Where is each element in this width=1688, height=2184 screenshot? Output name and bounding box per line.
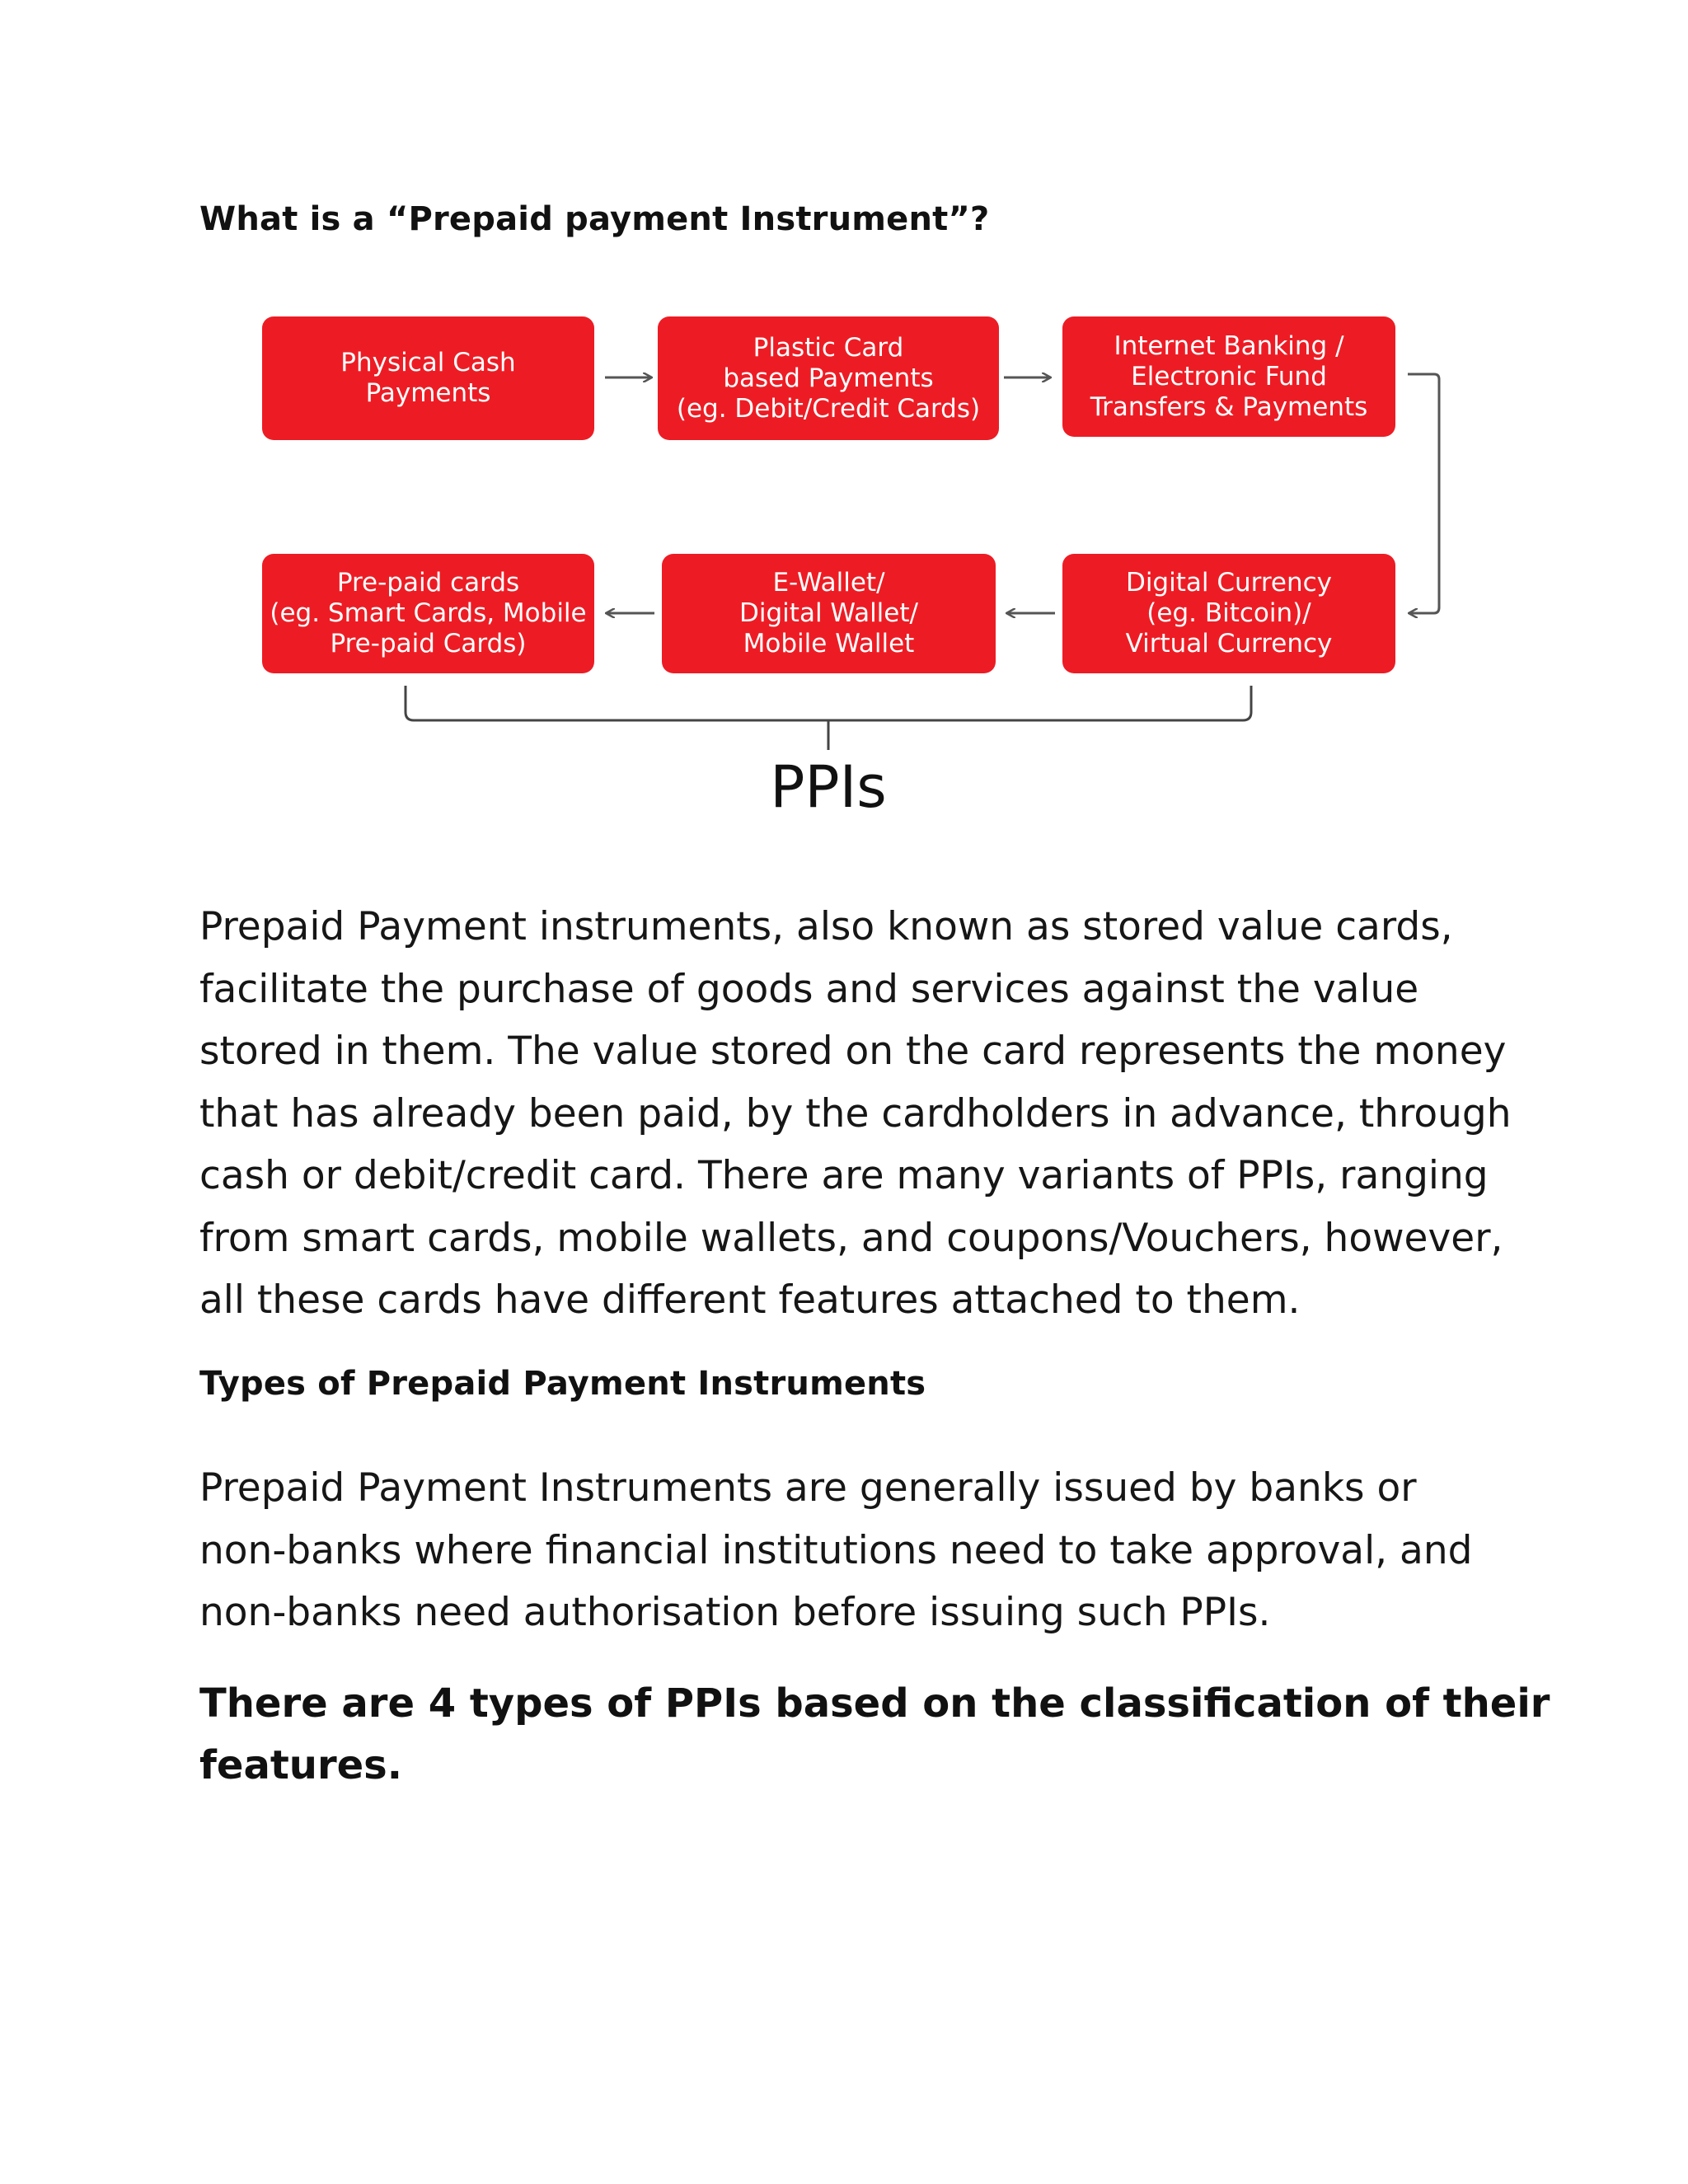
paragraph-line: all these cards have different features attached to them. — [199, 1277, 1301, 1323]
statement-line: There are 4 types of PPIs based on the classification of their — [199, 1680, 1550, 1727]
paragraph-line: facilitate the purchase of goods and services against the value — [199, 966, 1419, 1012]
paragraph-line: Prepaid Payment Instruments are generally issued by banks or — [199, 1465, 1417, 1511]
box-plastic-card: Plastic Card based Payments (eg. Debit/Credit Cards) — [658, 316, 999, 440]
paragraph-line: non-banks where financial institutions need to take approval, and — [199, 1527, 1473, 1573]
ppi-flow-diagram — [247, 305, 1451, 832]
box-e-wallet: E-Wallet/ Digital Wallet/ Mobile Wallet — [662, 554, 996, 673]
paragraph-line: that has already been paid, by the cardholders in advance, through — [199, 1090, 1512, 1137]
statement-line: features. — [199, 1742, 402, 1788]
intro-paragraph — [199, 896, 1518, 1332]
box-prepaid-cards: Pre-paid cards (eg. Smart Cards, Mobile Pre-paid Cards) — [262, 554, 594, 673]
arrow-banking-to-digital — [1408, 374, 1439, 613]
page-title: What is a “Prepaid payment Instrument”? — [199, 200, 990, 238]
box-digital-currency: Digital Currency (eg. Bitcoin)/ Virtual Currency — [1062, 554, 1395, 673]
box-internet-banking: Internet Banking / Electronic Fund Transfers & Payments — [1062, 316, 1395, 437]
types-count-statement — [199, 1673, 1550, 1797]
types-heading: Types of Prepaid Payment Instruments — [199, 1365, 926, 1403]
paragraph-line: non-banks need authorisation before issuing such PPIs. — [199, 1590, 1271, 1635]
ppi-bracket — [406, 686, 1251, 720]
paragraph-line: stored in them. The value stored on the card represents the money — [199, 1029, 1507, 1074]
box-physical-cash: Physical Cash Payments — [262, 316, 594, 440]
paragraph-line: cash or debit/credit card. There are many variants of PPIs, ranging — [199, 1153, 1489, 1198]
paragraph-line: from smart cards, mobile wallets, and coupons/Vouchers, however, — [199, 1215, 1503, 1261]
ppis-label: PPIs — [770, 753, 887, 821]
paragraph-line: Prepaid Payment instruments, also known as stored value cards, — [199, 904, 1453, 949]
issuers-paragraph — [199, 1457, 1518, 1644]
